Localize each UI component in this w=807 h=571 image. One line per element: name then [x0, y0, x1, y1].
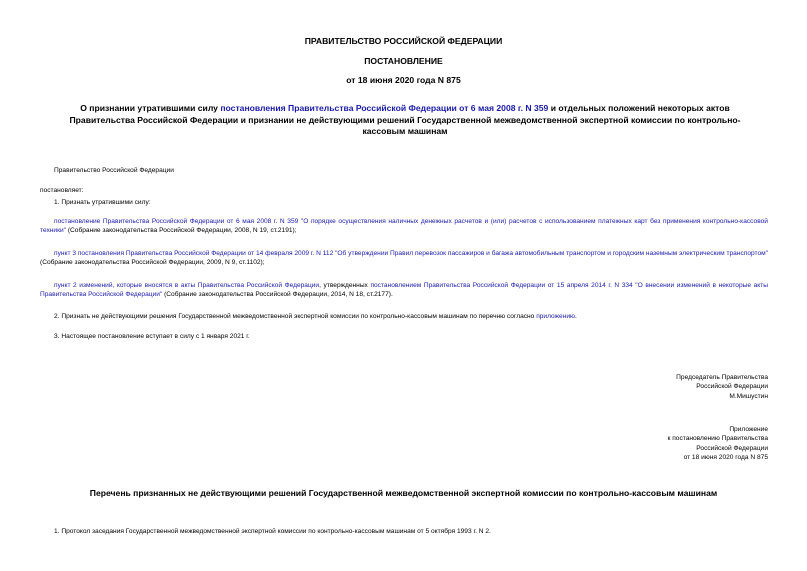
list-title: Перечень признанных не действующими решений Государственной межведомственной экспертной комиссии по контрольно-кассовым машинам — [89, 488, 718, 498]
signature-block — [440, 373, 768, 401]
sub-item-2-text: (Собрание законодательства Российской Федерации, 2009, N 9, ст.1102); — [40, 259, 265, 267]
sub-item-1-link[interactable]: постановление Правительства Российской Федерации от 6 мая 2008 г. N 359 "О порядке осуществления наличных денежных расчетов и (или) расчетов с использованием платежных карт без применения контрольно-кассовой техники" — [40, 218, 768, 235]
title-text-end: и отдельных положений некоторых актов Правительства Российской Федерации и признании не действующими решений Государственной межведомственной экспертной комиссии по контрольно-кассовым машинам — [69, 103, 741, 137]
item-3: 3. Настоящее постановление вступает в силу с 1 января 2021 г. — [54, 333, 250, 340]
document-date-number: от 18 июня 2020 года N 875 — [346, 75, 461, 85]
appendix-block — [440, 425, 768, 462]
list-item-1: 1. Протокол заседания Государственной межведомственной экспертной комиссии по контрольно-кассовым машинам от 5 октября 1993 г. N 2. — [54, 528, 491, 535]
title-link-decree-359[interactable]: постановления Правительства Российской Федерации от 6 мая 2008 г. N 359 — [220, 103, 549, 113]
appendix-link[interactable]: приложению — [536, 313, 575, 320]
sub-item-3 — [40, 281, 768, 300]
item-2-end: . — [574, 313, 577, 320]
item-2 — [54, 312, 577, 321]
sub-item-1 — [40, 217, 768, 236]
sub-item-3-link-1[interactable]: пункт 2 изменений, которые вносятся в акты Правительства Российской Федерации — [54, 282, 320, 289]
appendix-country: Российской Федерации — [696, 444, 768, 452]
sub-item-2-link[interactable]: пункт 3 постановления Правительства Российской Федерации от 14 февраля 2009 г. N 112 "Об утверждении Правил перевозок пассажиров и багажа автомобильным транспортом и городским наземным электрическим транспортом" — [54, 250, 768, 257]
sub-item-3-link-2[interactable]: постановлением Правительства Российской Федерации от 15 апреля 2014 г. N 334 "О внесении изменений в некоторые акты Правительства Российской Федерации" — [40, 282, 768, 299]
document-type: ПОСТАНОВЛЕНИЕ — [364, 56, 443, 66]
title-text-start: О признании утратившими силу — [80, 103, 221, 113]
decrees-line: постановляет: — [40, 187, 84, 194]
appendix-title: Приложение — [729, 426, 768, 433]
item-1: 1. Признать утратившими силу: — [54, 199, 151, 206]
signature-country: Российской Федерации — [696, 383, 768, 391]
appendix-ref: к постановлению Правительства — [667, 435, 768, 443]
sub-item-1-text: (Собрание законодательства Российской Федерации, 2008, N 19, ст.2191); — [66, 227, 297, 235]
sub-item-3-text-1: , утвержденных — [319, 282, 371, 289]
signature-position: Председатель Правительства — [676, 374, 768, 381]
government-heading: ПРАВИТЕЛЬСТВО РОССИЙСКОЙ ФЕДЕРАЦИИ — [304, 36, 503, 46]
issuer-line: Правительство Российской Федерации — [54, 167, 174, 174]
appendix-date: от 18 июня 2020 года N 875 — [683, 454, 768, 462]
sub-item-2 — [40, 249, 768, 268]
document-title — [58, 103, 752, 138]
signature-name: М.Мишустин — [729, 392, 768, 400]
sub-item-3-text-2: (Собрание законодательства Российской Федерации, 2014, N 18, ст.2177). — [162, 291, 393, 299]
item-2-text: 2. Признать не действующими решения Государственной межведомственной экспертной комиссии по контрольно-кассовым машинам по перечню согласно — [54, 313, 537, 320]
